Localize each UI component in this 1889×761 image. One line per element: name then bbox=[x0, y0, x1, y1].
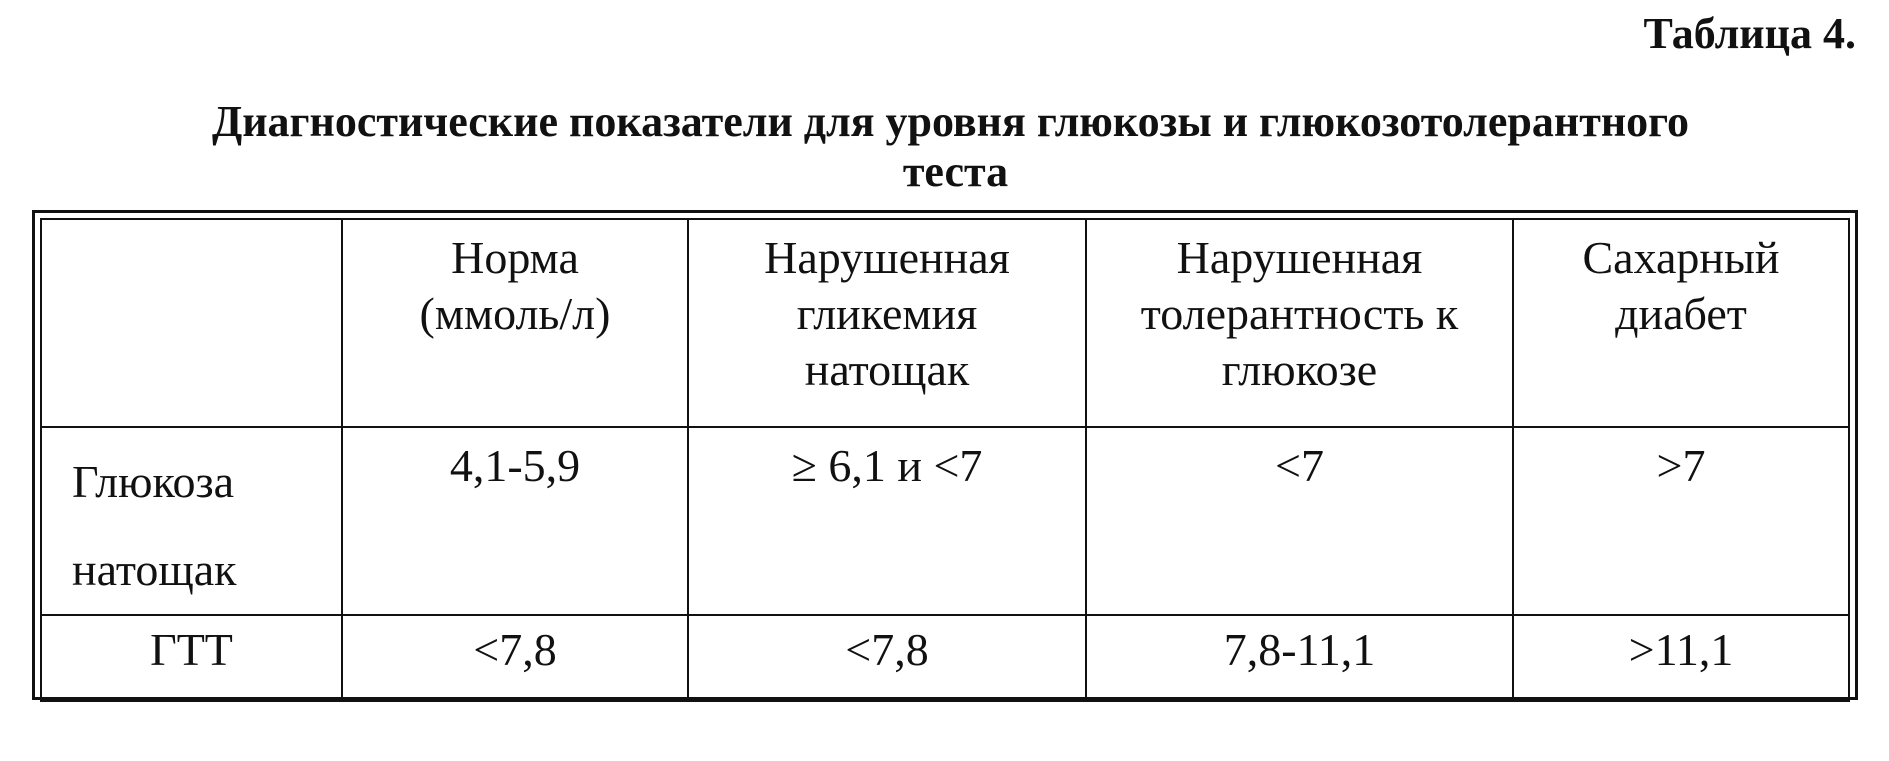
header-cell-empty bbox=[41, 219, 342, 427]
table-title bbox=[0, 96, 1889, 198]
header-cell-impaired-fasting-glycemia: Нарушенная гликемия натощак bbox=[688, 219, 1086, 427]
header-cell-diabetes: Сахарный диабет bbox=[1513, 219, 1849, 427]
row-label-fasting-glucose: Глюкоза натощак bbox=[41, 427, 342, 615]
table-cell: 4,1-5,9 bbox=[342, 427, 688, 615]
header-cell-norm: Норма (ммоль/л) bbox=[342, 219, 688, 427]
table-cell: >7 bbox=[1513, 427, 1849, 615]
row-label-gtt: ГТТ bbox=[41, 615, 342, 701]
header-cell-impaired-glucose-tolerance: Нарушенная толерантность к глюкозе bbox=[1086, 219, 1513, 427]
table-title-line1: Диагностические показатели для уровня глюкозы и глюкозотолерантного bbox=[211, 97, 1690, 146]
table-cell: 7,8-11,1 bbox=[1086, 615, 1513, 701]
table-cell: <7,8 bbox=[688, 615, 1086, 701]
table-title-line2: теста bbox=[902, 147, 1009, 196]
table-cell: >11,1 bbox=[1513, 615, 1849, 701]
table-cell: ≥ 6,1 и <7 bbox=[688, 427, 1086, 615]
table-cell: <7,8 bbox=[342, 615, 688, 701]
table-header-row bbox=[41, 219, 1849, 427]
diagnostic-table bbox=[40, 218, 1850, 702]
table-number: Таблица 4. bbox=[1643, 9, 1856, 58]
table-cell: <7 bbox=[1086, 427, 1513, 615]
table-frame bbox=[32, 210, 1858, 700]
table-row bbox=[41, 427, 1849, 615]
table-row bbox=[41, 615, 1849, 701]
